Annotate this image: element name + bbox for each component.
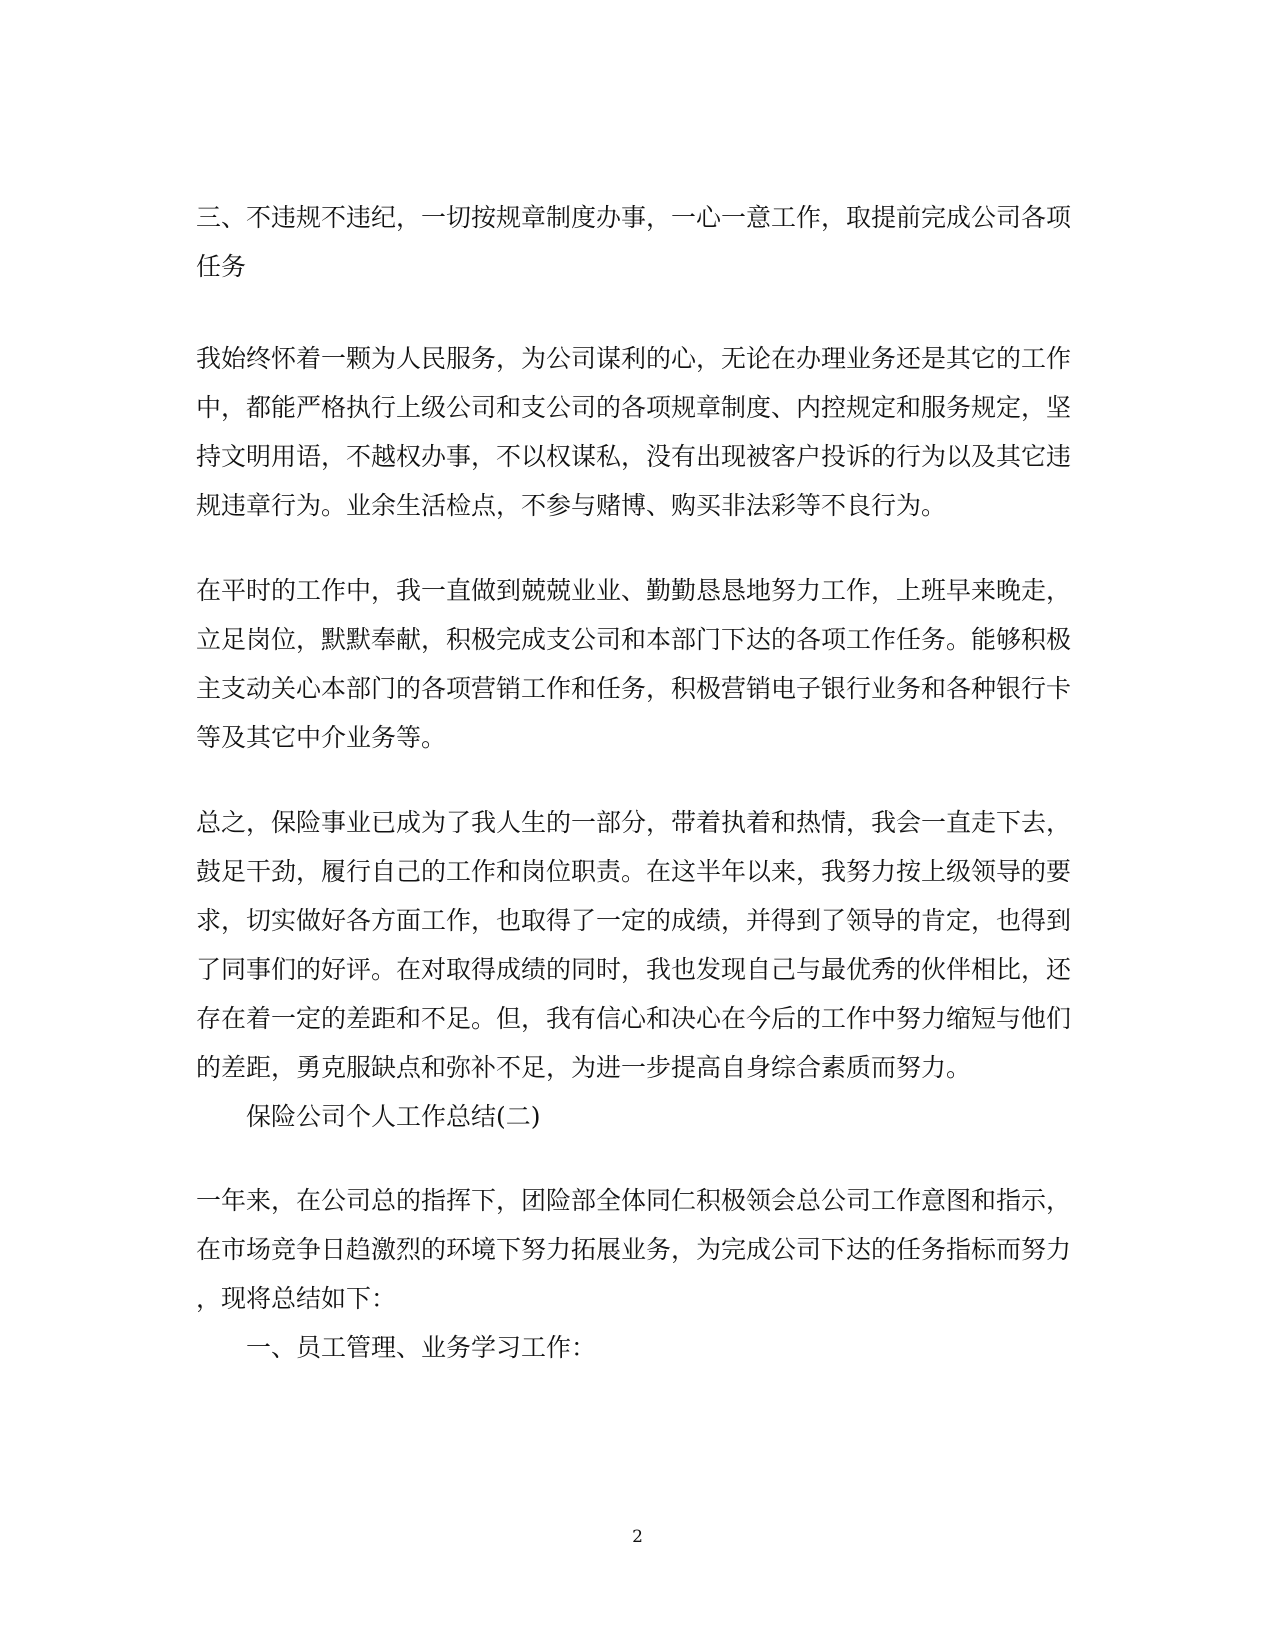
subsection-heading: 一、员工管理、业务学习工作： bbox=[246, 1333, 597, 1362]
paragraph-daily-work bbox=[196, 566, 1076, 762]
section-heading: 保险公司个人工作总结(二) bbox=[246, 1102, 541, 1131]
text-line: 任务 bbox=[196, 252, 247, 281]
text-line: 规违章行为。业余生活检点，不参与赌博、购买非法彩等不良行为。 bbox=[196, 491, 947, 520]
text-line: 总之，保险事业已成为了我人生的一部分，带着执着和热情，我会一直走下去， bbox=[196, 808, 1072, 837]
text-line: 在平时的工作中，我一直做到兢兢业业、勤勤恳恳地努力工作，上班早来晚走， bbox=[196, 576, 1072, 605]
text-line: ，现将总结如下： bbox=[196, 1284, 397, 1313]
paragraph-annual-summary bbox=[196, 1176, 1076, 1372]
text-line: 三、不违规不违纪，一切按规章制度办事，一心一意工作，取提前完成公司各项 bbox=[196, 203, 1072, 232]
text-line: 持文明用语，不越权办事，不以权谋私，没有出现被客户投诉的行为以及其它违 bbox=[196, 442, 1072, 471]
text-line: 我始终怀着一颗为人民服务，为公司谋利的心，无论在办理业务还是其它的工作 bbox=[196, 344, 1072, 373]
text-line: 存在着一定的差距和不足。但，我有信心和决心在今后的工作中努力缩短与他们 bbox=[196, 1004, 1072, 1033]
text-line: 鼓足干劲，履行自己的工作和岗位职责。在这半年以来，我努力按上级领导的要 bbox=[196, 857, 1072, 886]
page-number: 2 bbox=[632, 1527, 643, 1547]
text-line: 立足岗位，默默奉献，积极完成支公司和本部门下达的各项工作任务。能够积极 bbox=[196, 625, 1072, 654]
text-line: 等及其它中介业务等。 bbox=[196, 723, 447, 752]
paragraph-conclusion bbox=[196, 798, 1076, 1141]
text-line: 主支动关心本部门的各项营销工作和任务，积极营销电子银行业务和各种银行卡 bbox=[196, 674, 1072, 703]
paragraph-service bbox=[196, 334, 1076, 530]
text-line: 求，切实做好各方面工作，也取得了一定的成绩，并得到了领导的肯定，也得到 bbox=[196, 906, 1072, 935]
text-line: 在市场竞争日趋激烈的环境下努力拓展业务，为完成公司下达的任务指标而努力 bbox=[196, 1235, 1072, 1264]
paragraph-section-three bbox=[196, 193, 1076, 291]
text-line: 一年来，在公司总的指挥下，团险部全体同仁积极领会总公司工作意图和指示， bbox=[196, 1186, 1072, 1215]
text-line: 中，都能严格执行上级公司和支公司的各项规章制度、内控规定和服务规定，坚 bbox=[196, 393, 1072, 422]
text-line: 的差距，勇克服缺点和弥补不足，为进一步提高自身综合素质而努力。 bbox=[196, 1053, 972, 1082]
text-line: 了同事们的好评。在对取得成绩的同时，我也发现自己与最优秀的伙伴相比，还 bbox=[196, 955, 1072, 984]
